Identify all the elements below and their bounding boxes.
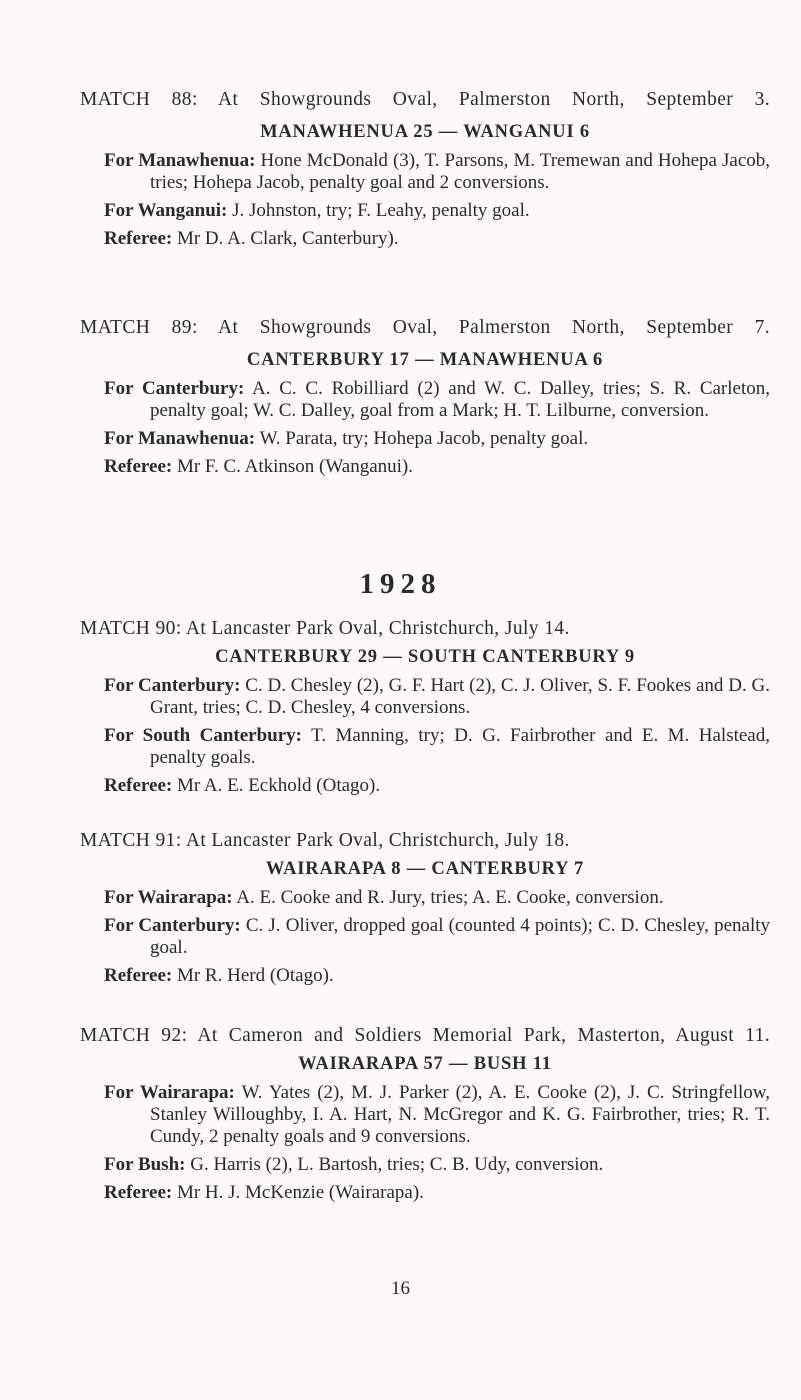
team-label: For Wairarapa: <box>104 887 233 908</box>
team-label: For Canterbury: <box>104 378 245 399</box>
score-text: W. Parata, try; Hohepa Jacob, penalty goal. <box>259 428 589 449</box>
referee-entry <box>104 775 770 797</box>
referee-entry <box>104 456 770 478</box>
score-text: C. D. Chesley (2), G. F. Hart (2), C. J. Oliver, S. F. Fookes and D. G. Grant, tries; C. D. Chesley, 4 conversions. <box>150 675 771 718</box>
match-92 <box>80 1024 770 1204</box>
referee-label: Referee: <box>104 228 173 249</box>
team-label: For South Canterbury: <box>104 725 303 746</box>
match-header: MATCH 91: At Lancaster Park Oval, Christchurch, July 18. <box>80 830 570 851</box>
match-result: CANTERBURY 29 — SOUTH CANTERBURY 9 <box>215 647 635 667</box>
score-entry <box>104 150 770 194</box>
score-entry <box>104 1154 770 1176</box>
match-header: MATCH 92: At Cameron and Soldiers Memorial Park, Masterton, August 11. <box>80 1025 770 1046</box>
match-result: CANTERBURY 17 — MANAWHENUA 6 <box>246 350 604 370</box>
score-entry <box>104 378 770 422</box>
score-text: T. Manning, try; D. G. Fairbrother and E. M. Halstead, penalty goals. <box>150 725 770 768</box>
referee-text: Mr D. A. Clark, Canterbury). <box>176 228 399 249</box>
referee-entry <box>104 965 770 987</box>
score-text: C. J. Oliver, dropped goal (counted 4 points); C. D. Chesley, penalty goal. <box>150 915 770 958</box>
team-label: For Manawhenua: <box>104 428 256 449</box>
match-header: MATCH 88: At Showgrounds Oval, Palmerston North, September 3. <box>80 89 770 110</box>
referee-entry <box>104 228 770 250</box>
referee-text: Mr F. C. Atkinson (Wanganui). <box>176 456 413 477</box>
match-91 <box>80 829 770 987</box>
page-number: 16 <box>391 1278 410 1299</box>
team-label: For Wanganui: <box>104 200 228 221</box>
year-heading: 1928 <box>359 568 442 600</box>
score-entry <box>104 887 770 909</box>
match-header: MATCH 89: At Showgrounds Oval, Palmerston North, September 7. <box>80 317 770 338</box>
referee-text: Mr H. J. McKenzie (Wairarapa). <box>176 1182 424 1203</box>
team-label: For Wairarapa: <box>104 1082 235 1103</box>
score-text: J. Johnston, try; F. Leahy, penalty goal. <box>232 200 530 221</box>
match-89 <box>80 316 770 478</box>
referee-text: Mr R. Herd (Otago). <box>176 965 334 986</box>
referee-entry <box>104 1182 770 1204</box>
team-label: For Canterbury: <box>104 915 241 936</box>
score-text: A. E. Cooke and R. Jury, tries; A. E. Cooke, conversion. <box>236 887 664 908</box>
referee-text: Mr A. E. Eckhold (Otago). <box>176 775 381 796</box>
team-label: For Canterbury: <box>104 675 241 696</box>
score-entry <box>104 428 770 450</box>
score-entry <box>104 915 770 959</box>
score-text: A. C. C. Robilliard (2) and W. C. Dalley, tries; S. R. Carleton, penalty goal; W. C. Dalley, goal from a Mark; H. T. Lilburne, conversion. <box>150 378 771 421</box>
score-text: Hone McDonald (3), T. Parsons, M. Tremewan and Hohepa Jacob, tries; Hohepa Jacob, penalty goal and 2 conversions. <box>150 150 770 193</box>
team-label: For Bush: <box>104 1154 186 1175</box>
score-entry <box>104 725 770 769</box>
match-result: WAIRARAPA 57 — BUSH 11 <box>298 1054 552 1074</box>
score-text: G. Harris (2), L. Bartosh, tries; C. B. Udy, conversion. <box>190 1154 604 1175</box>
match-result: MANAWHENUA 25 — WANGANUI 6 <box>260 122 590 142</box>
score-entry <box>104 1082 770 1148</box>
score-entry <box>104 200 770 222</box>
referee-label: Referee: <box>104 775 173 796</box>
score-entry <box>104 675 770 719</box>
score-text: W. Yates (2), M. J. Parker (2), A. E. Cooke (2), J. C. Stringfellow, Stanley Willoughby, I. A. Hart, N. McGregor and K. G. Fairbrother, tries; R. T. Cundy, 2 penalty goals and 9 conversions. <box>150 1082 770 1147</box>
match-90 <box>80 617 770 797</box>
referee-label: Referee: <box>104 456 173 477</box>
referee-label: Referee: <box>104 1182 173 1203</box>
team-label: For Manawhenua: <box>104 150 256 171</box>
match-result: WAIRARAPA 8 — CANTERBURY 7 <box>265 859 585 879</box>
match-header: MATCH 90: At Lancaster Park Oval, Christchurch, July 14. <box>80 618 570 639</box>
referee-label: Referee: <box>104 965 173 986</box>
match-88 <box>80 88 770 250</box>
